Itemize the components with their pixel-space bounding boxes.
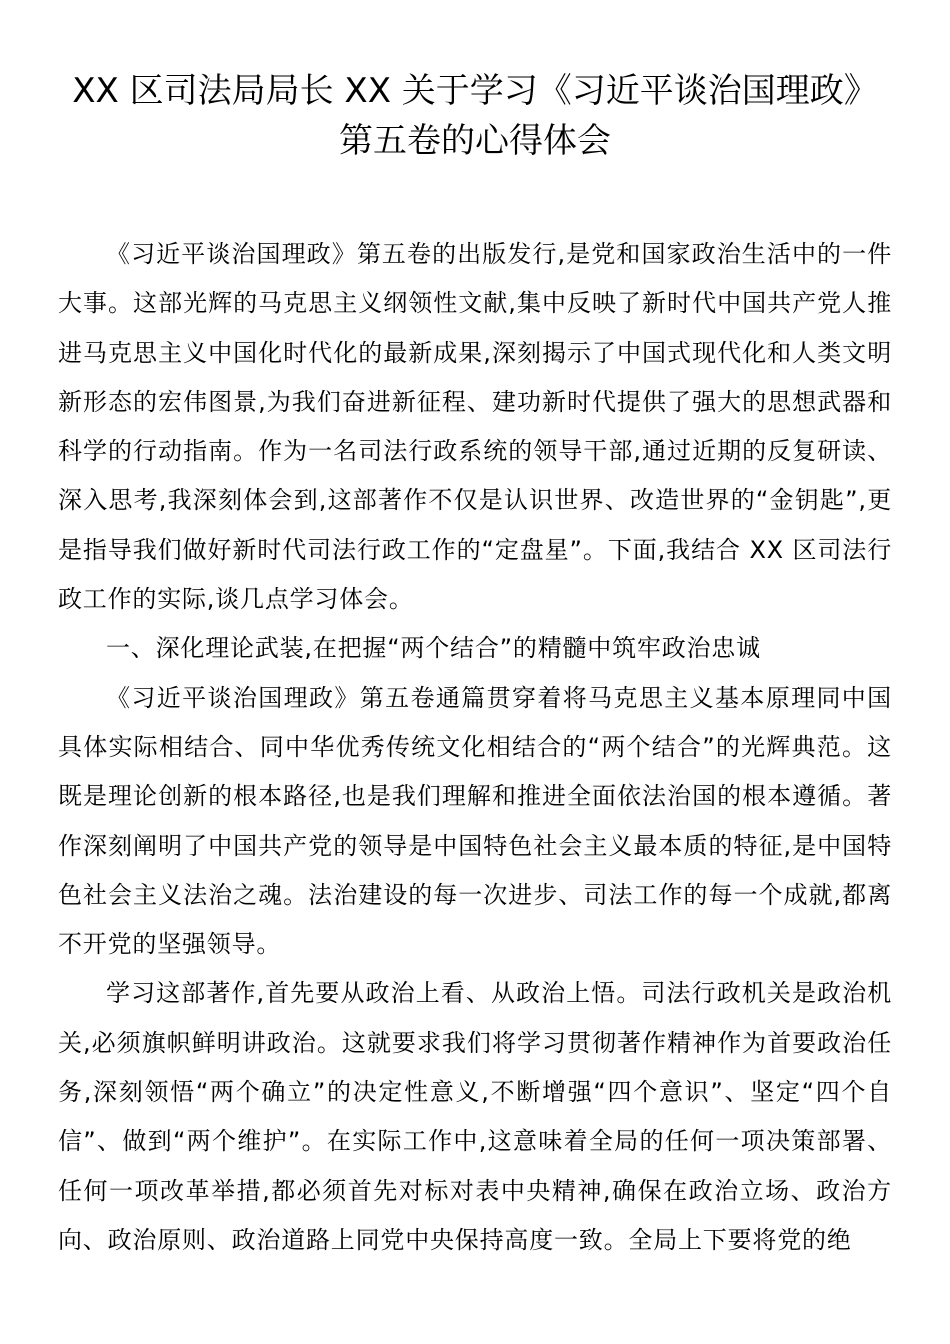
- title-line-2: 第五卷的心得体会: [339, 121, 611, 161]
- title-line-1: XX 区司法局局长 XX 关于学习《习近平谈治国理政》: [72, 71, 878, 111]
- document-title: [58, 66, 892, 166]
- section-1-paragraph-2: 学习这部著作,首先要从政治上看、从政治上悟。司法行政机关是政治机关,必须旗帜鲜明讲政治。这就要求我们将学习贯彻著作精神作为首要政治任务,深刻领悟“两个确立”的决定性意义,不断增强“四个意识”、坚定“四个自信”、做到“两个维护”。在实际工作中,这意味着全局的任何一项决策部署、任何一项改革举措,都必须首先对标对表中央精神,确保在政治立场、政治方向、政治原则、政治道路上同党中央保持高度一致。全局上下要将党的绝: [58, 979, 892, 1254]
- section-1-heading: 一、深化理论武装,在把握“两个结合”的精髓中筑牢政治忠诚: [106, 634, 761, 663]
- document-body: [58, 230, 892, 1265]
- section-1-paragraph-1: 《习近平谈治国理政》第五卷通篇贯穿着将马克思主义基本原理同中国具体实际相结合、同中华优秀传统文化相结合的“两个结合”的光辉典范。这既是理论创新的根本路径,也是我们理解和推进全面依法治国的根本遵循。著作深刻阐明了中国共产党的领导是中国特色社会主义最本质的特征,是中国特色社会主义法治之魂。法治建设的每一次进步、司法工作的每一个成就,都离不开党的坚强领导。: [58, 683, 892, 959]
- intro-paragraph: 《习近平谈治国理政》第五卷的出版发行,是党和国家政治生活中的一件大事。这部光辉的马克思主义纲领性文献,集中反映了新时代中国共产党人推进马克思主义中国化时代化的最新成果,深刻揭示了中国式现代化和人类文明新形态的宏伟图景,为我们奋进新征程、建功新时代提供了强大的思想武器和科学的行动指南。作为一名司法行政系统的领导干部,通过近期的反复研读、深入思考,我深刻体会到,这部著作不仅是认识世界、改造世界的“金钥匙”,更是指导我们做好新时代司法行政工作的“定盘星”。下面,我结合 XX 区司法行政工作的实际,谈几点学习体会。: [58, 240, 892, 614]
